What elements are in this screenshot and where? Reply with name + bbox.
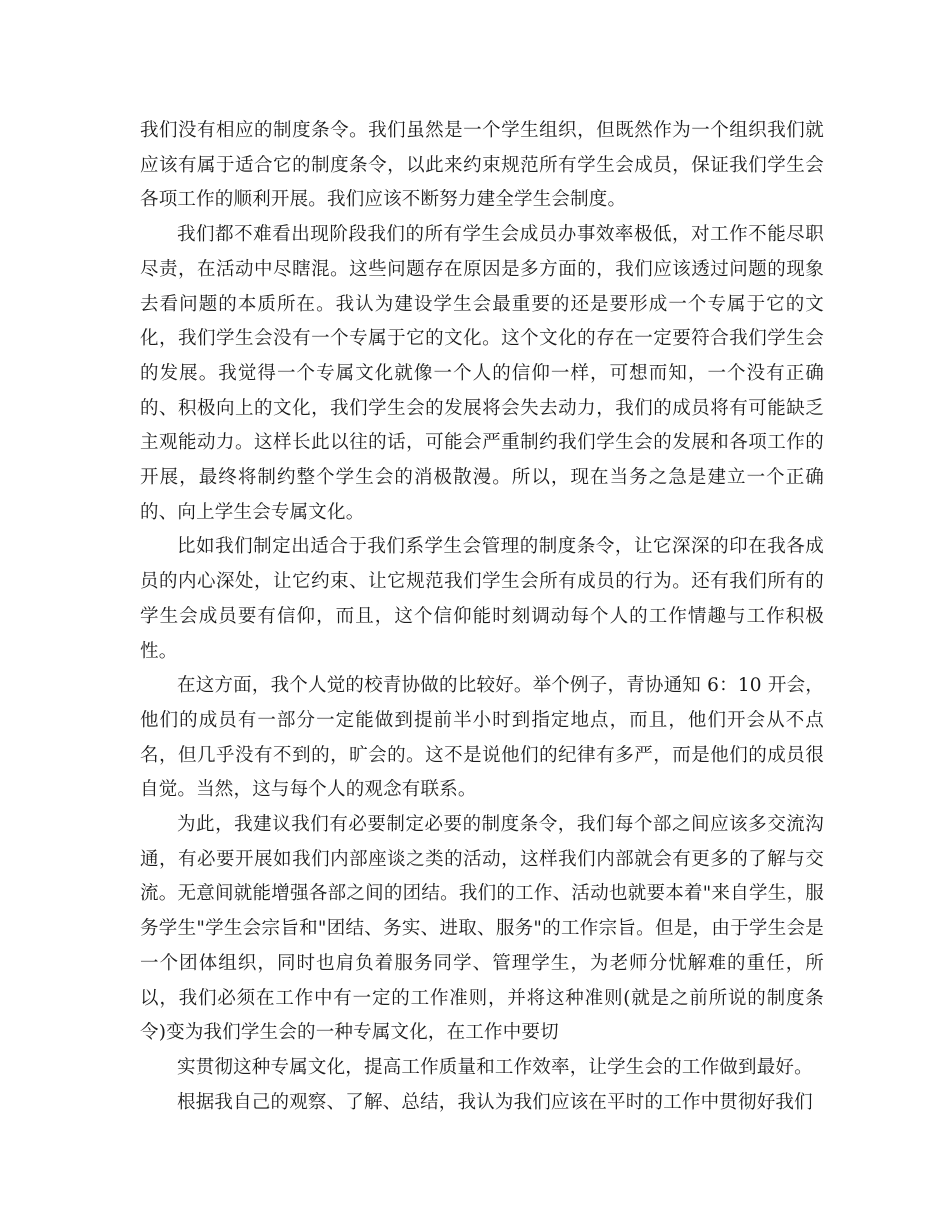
- paragraph-3: 比如我们制定出适合于我们系学生会管理的制度条令，让它深深的印在我各成员的内心深处，让它约束、让它规范我们学生会所有成员的行为。还有我们所有的学生会成员要有信仰，而且，这个信仰能时刻调动每个人的工作情趣与工作积极性。: [140, 536, 824, 662]
- paragraph-5: 为此，我建议我们有必要制定必要的制度条令，我们每个部之间应该多交流沟通，有必要开展如我们内部座谈之类的活动，这样我们内部就会有更多的了解与交流。无意间就能增强各部之间的团结。我们的工作、活动也就要本着"来自学生，服务学生"学生会宗旨和"团结、务实、进取、服务"的工作宗旨。但是，由于学生会是一个团体组织，同时也肩负着服务同学、管理学生，为老师分忧解难的重任，所以，我们必须在工作中有一定的工作准则，并将这种准则(就是之前所说的制度条令)变为我们学生会的一种专属文化，在工作中要切: [140, 814, 824, 1044]
- paragraph-4: 在这方面，我个人觉的校青协做的比较好。举个例子，青协通知 6：10 开会，他们的成员有一部分一定能做到提前半小时到指定地点，而且，他们开会从不点名，但几乎没有不到的，旷会的。这不是说他们的纪律有多严，而是他们的成员很自觉。当然，这与每个人的观念有联系。: [140, 675, 824, 801]
- paragraph-6: 实贯彻这种专属文化，提高工作质量和工作效率，让学生会的工作做到最好。: [177, 1056, 813, 1078]
- paragraph-2: 我们都不难看出现阶段我们的所有学生会成员办事效率极低，对工作不能尽职尽责，在活动中尽瞎混。这些问题存在原因是多方面的，我们应该透过问题的现象去看问题的本质所在。我认为建设学生会最重要的还是要形成一个专属于它的文化，我们学生会没有一个专属于它的文化。这个文化的存在一定要符合我们学生会的发展。我觉得一个专属文化就像一个人的信仰一样，可想而知，一个没有正确的、积极向上的文化，我们学生会的发展将会失去动力，我们的成员将有可能缺乏主观能动力。这样长此以往的话，可能会严重制约我们学生会的发展和各项工作的开展，最终将制约整个学生会的消极散漫。所以，现在当务之急是建立一个正确的、向上学生会专属文化。: [140, 224, 824, 523]
- document-body: [140, 114, 824, 1120]
- paragraph-1: 我们没有相应的制度条令。我们虽然是一个学生组织，但既然作为一个组织我们就应该有属于适合它的制度条令，以此来约束规范所有学生会成员，保证我们学生会各项工作的顺利开展。我们应该不断努力建全学生会制度。: [140, 120, 824, 211]
- paragraph-7: 根据我自己的观察、了解、总结，我认为我们应该在平时的工作中贯彻好我们: [177, 1091, 813, 1113]
